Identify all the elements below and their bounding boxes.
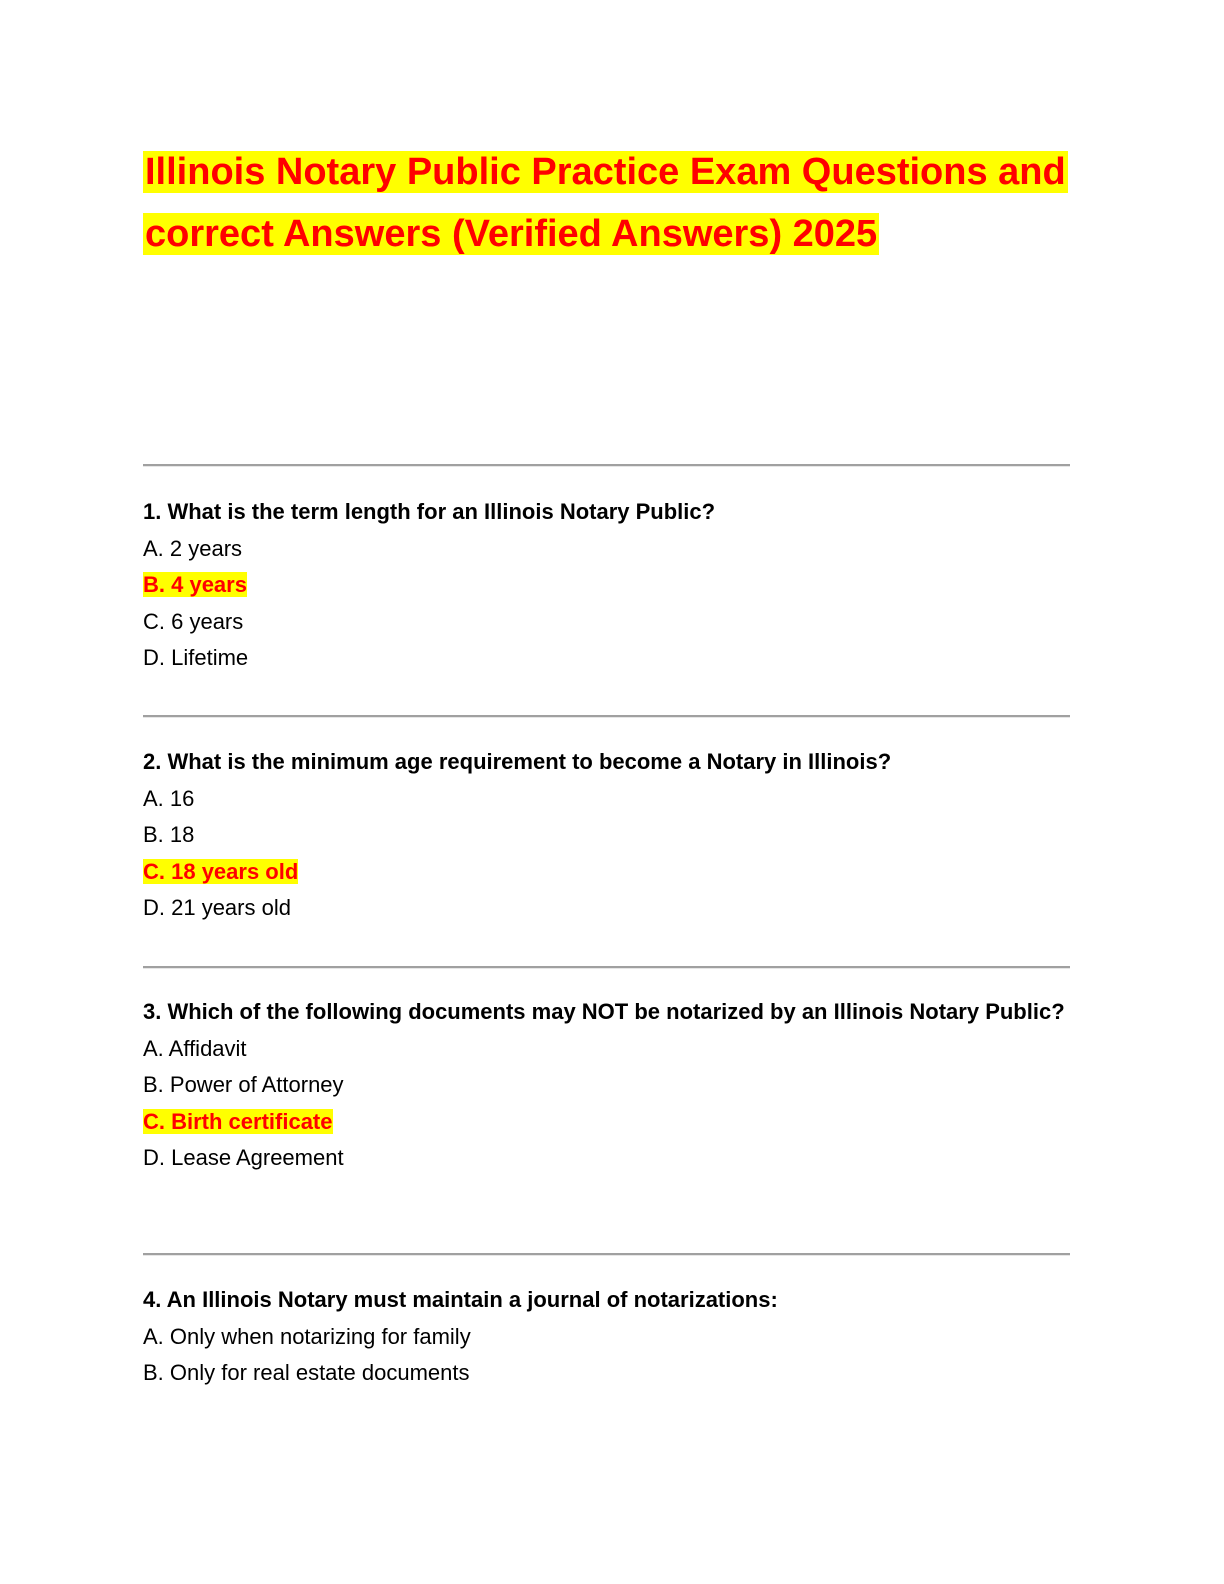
question-2 [143,744,1078,927]
option-a: A. 16 [143,785,195,811]
divider-rule [143,1253,1070,1256]
question-3 [143,994,1078,1177]
question-text: 1. What is the term length for an Illinois Notary Public? [143,499,716,524]
option-c: C. 6 years [143,608,244,634]
option-a: A. Affidavit [143,1035,247,1061]
question-text: 2. What is the minimum age requirement to become a Notary in Illinois? [143,749,892,774]
option-d: D. Lifetime [143,645,249,670]
option-b-correct: B. 4 years [143,572,247,597]
option-b: B. 18 [143,822,195,847]
question-4 [143,1282,1078,1392]
option-c-correct: C. 18 years old [143,858,299,884]
option-d: D. 21 years old [143,895,291,920]
answer-options [143,531,1078,677]
option-c-correct: C. Birth certificate [143,1108,333,1134]
option-b: B. Only for real estate documents [143,1360,470,1385]
option-a: A. Only when notarizing for family [143,1323,471,1349]
option-d: D. Lease Agreement [143,1145,344,1170]
question-1 [143,494,1078,677]
question-text: 3. Which of the following documents may NOT be notarized by an Illinois Notary Public? [143,999,1065,1024]
option-b: B. Power of Attorney [143,1072,344,1097]
answer-options [143,1319,1078,1392]
option-a: A. 2 years [143,535,243,561]
divider-rule [143,715,1070,718]
question-text: 4. An Illinois Notary must maintain a journal of notarizations: [143,1287,778,1312]
document-title-text: Illinois Notary Public Practice Exam Questions and correct Answers (Verified Answers) 2025 [145,151,1066,255]
divider-rule [143,464,1070,467]
document-title [143,141,1083,265]
answer-options [143,1031,1078,1177]
divider-rule [143,966,1070,969]
answer-options [143,781,1078,927]
